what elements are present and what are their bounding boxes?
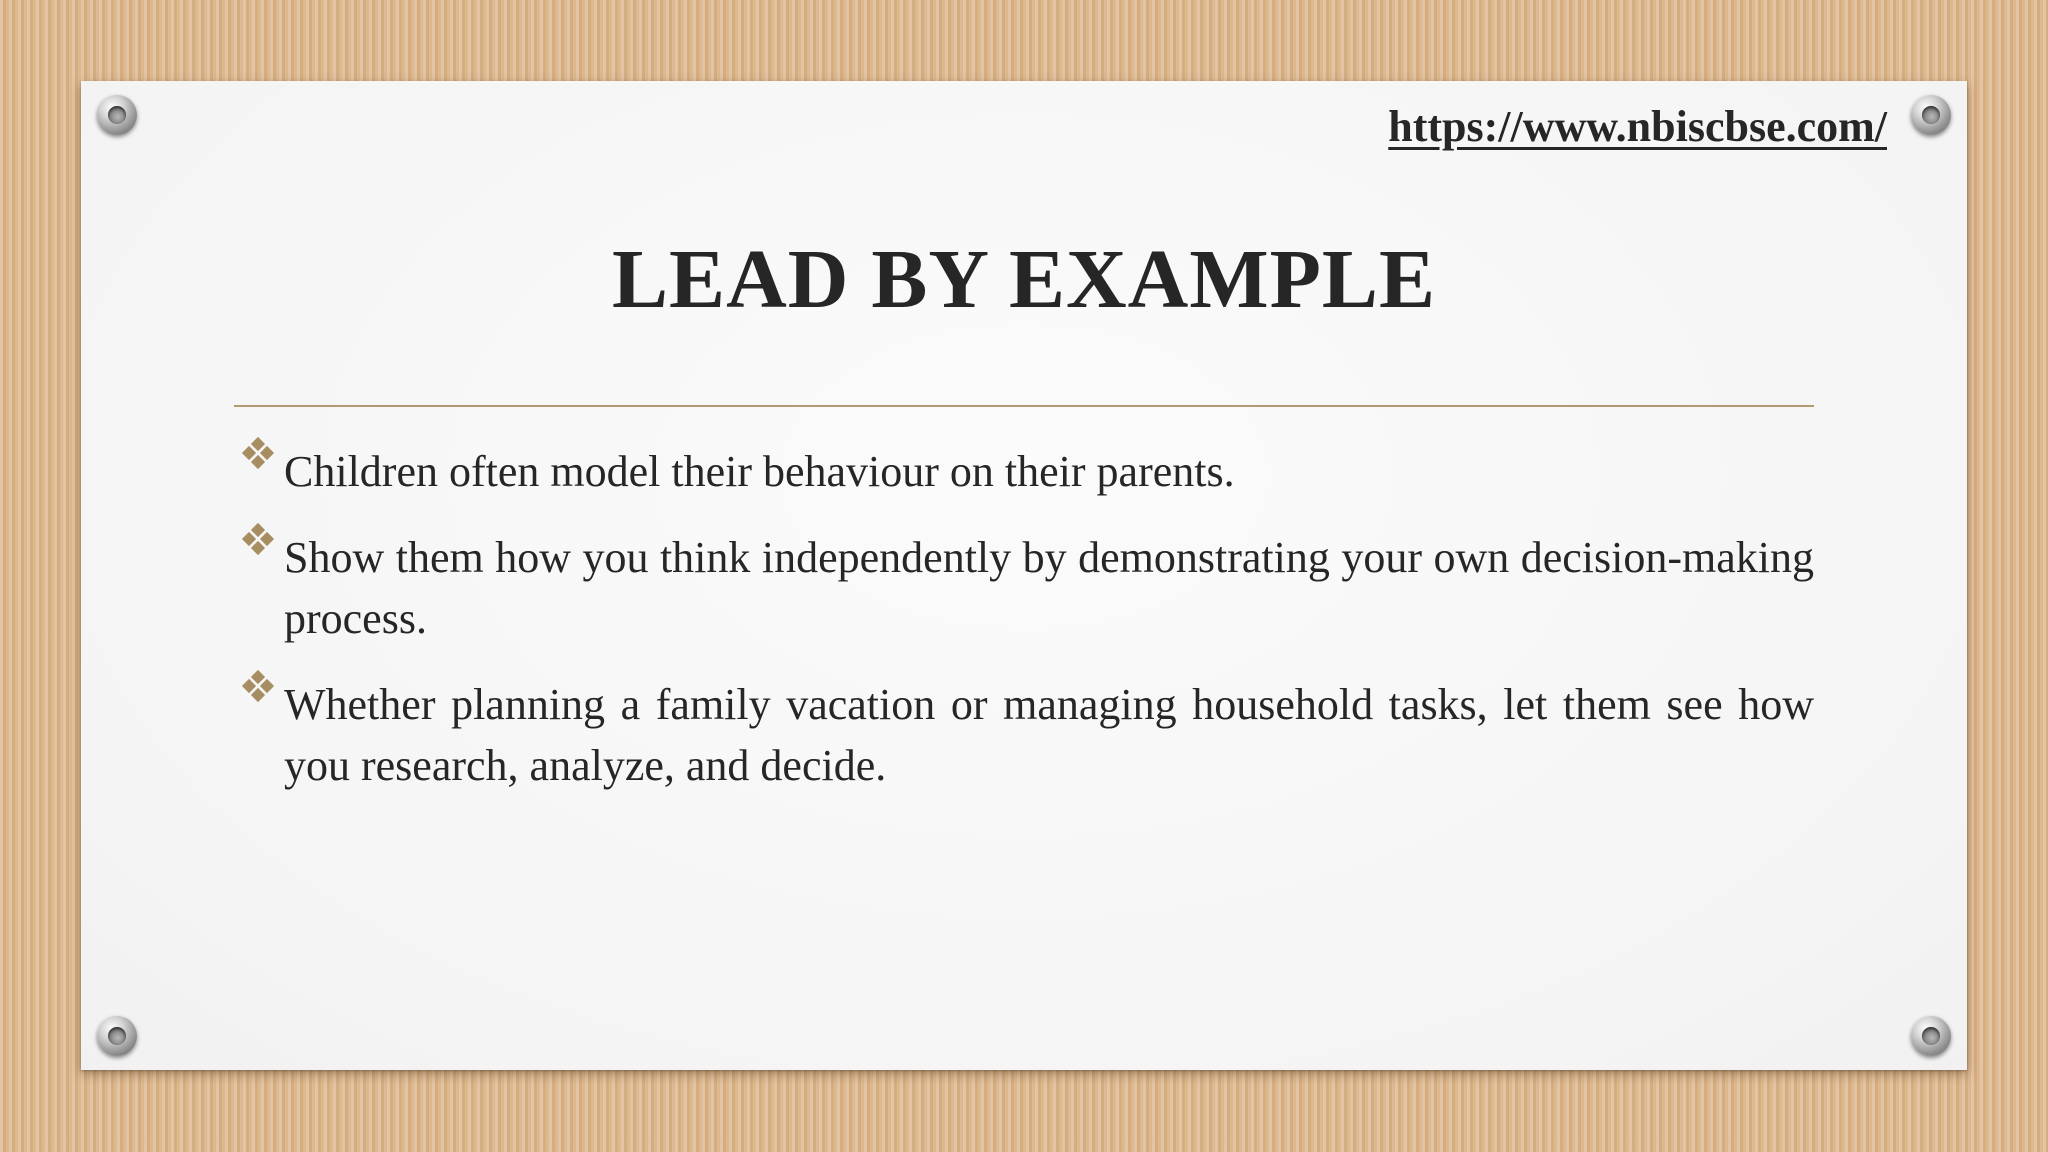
- four-diamond-bullet-icon: [236, 523, 280, 567]
- bullet-list: [236, 441, 1814, 821]
- grommet-icon-bottom-right: [1911, 1016, 1951, 1056]
- grommet-icon-top-right: [1911, 95, 1951, 135]
- title-divider: [234, 405, 1814, 407]
- four-diamond-bullet-icon: [236, 437, 280, 481]
- website-url-link[interactable]: https://www.nbiscbse.com/: [1388, 102, 1887, 151]
- grommet-icon-top-left: [97, 95, 137, 135]
- bullet-item: [236, 674, 1814, 796]
- slide-title: LEAD BY EXAMPLE: [612, 233, 1436, 326]
- four-diamond-bullet-icon: [236, 670, 280, 714]
- bullet-item: [236, 441, 1814, 502]
- bullet-text: Whether planning a family vacation or managing household tasks, let them see how you research, analyze, and decide.: [284, 680, 1814, 790]
- bullet-item: [236, 527, 1814, 649]
- slide-card: [81, 81, 1967, 1070]
- bullet-text: Show them how you think independently by demonstrating your own decision-making process.: [284, 533, 1814, 643]
- bullet-text: Children often model their behaviour on their parents.: [284, 447, 1235, 496]
- grommet-icon-bottom-left: [97, 1016, 137, 1056]
